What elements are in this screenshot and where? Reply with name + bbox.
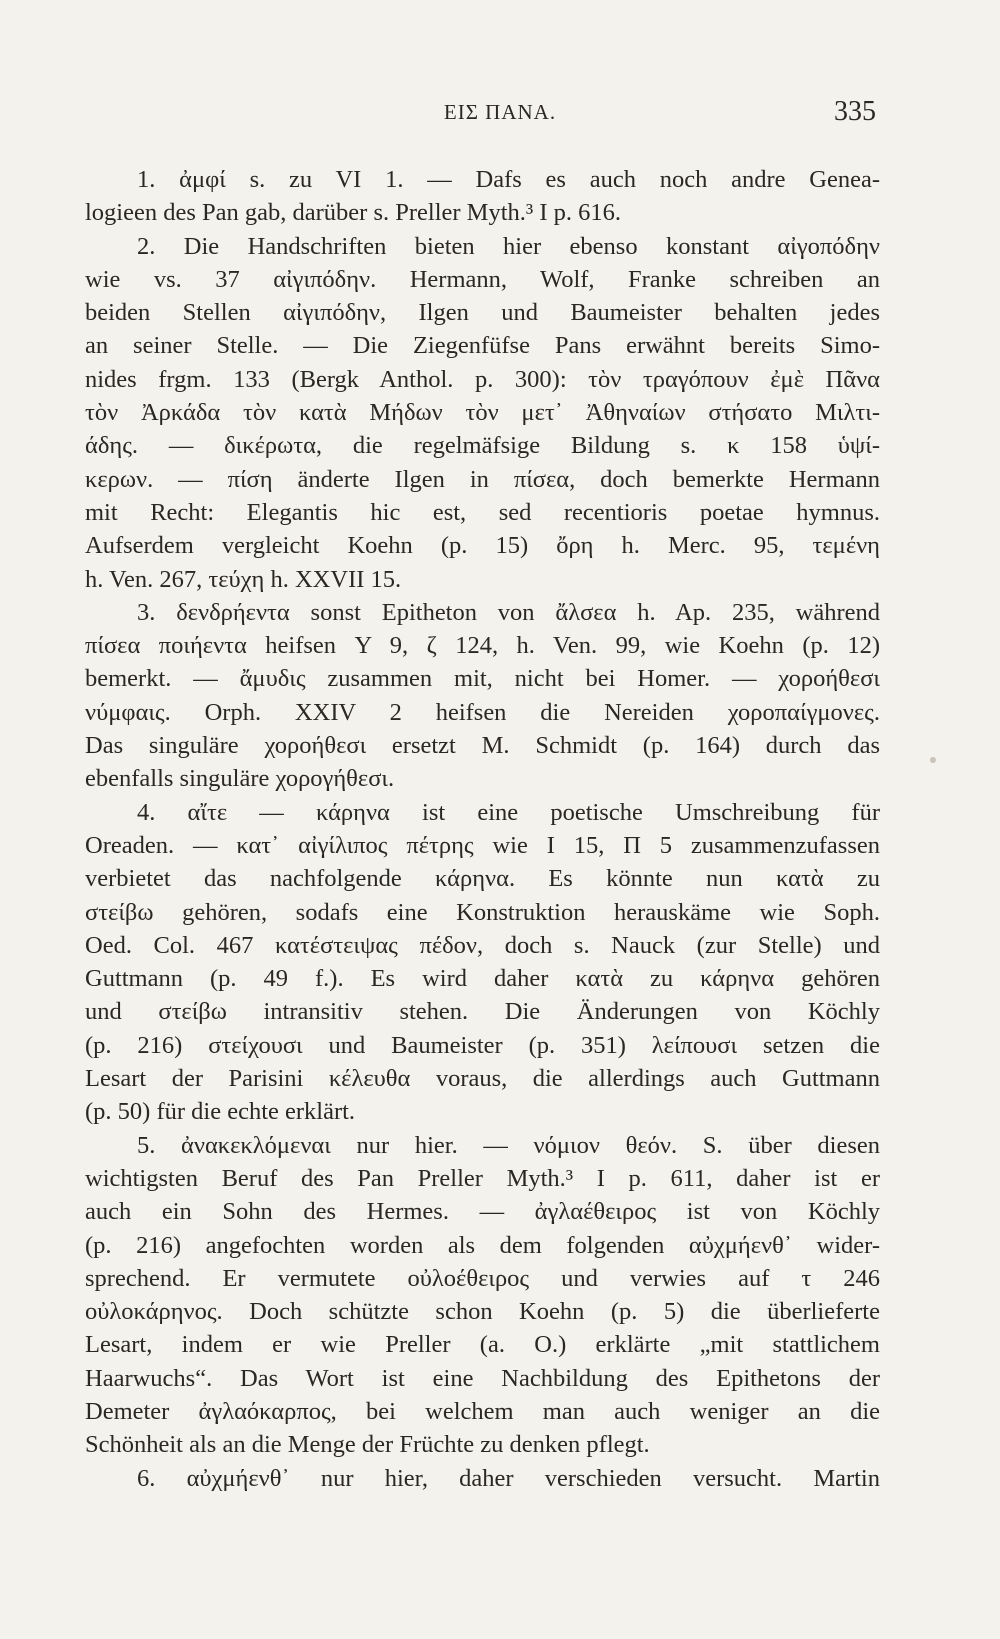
- text-line: 4. αἴτε — κάρηνα ist eine poetische Umschreibung für: [137, 798, 880, 826]
- text-line: beiden Stellen αἰγιπόδην, Ilgen und Baumeister behalten jedes: [85, 299, 880, 327]
- text-line: auch ein Sohn des Hermes. — ἀγλαέθειρος ist von Köchly: [85, 1198, 880, 1226]
- text-line: (p. 216) στείχουσι und Baumeister (p. 351) λείπουσι setzen die: [85, 1031, 880, 1059]
- text-line: οὐλοκάρηνος. Doch schützte schon Koehn (p. 5) die überlieferte: [85, 1298, 880, 1326]
- text-line: 6. αὐχμήενθ᾽ nur hier, daher verschieden versucht. Martin: [137, 1464, 880, 1492]
- text-line: 1. ἀμφί s. zu VI 1. — Dafs es auch noch andre Genea-: [137, 166, 880, 193]
- running-title: ΕΙΣ ΠΑΝΑ.: [443, 100, 557, 124]
- text-line: wichtigsten Beruf des Pan Preller Myth.³ I p. 611, daher ist er: [85, 1164, 880, 1192]
- text-line: 5. ἀνακεκλόμεναι nur hier. — νόμιον θεόν. S. über diesen: [137, 1131, 880, 1159]
- text-line: mit Recht: Elegantis hic est, sed recentioris poetae hymnus.: [85, 498, 880, 526]
- text-line: (p. 50) für die echte erklärt.: [85, 1098, 356, 1126]
- text-line: Guttmann (p. 49 f.). Es wird daher κατὰ zu κάρηνα gehören: [85, 965, 880, 993]
- text-line: Aufserdem vergleicht Koehn (p. 15) ὄρη h. Merc. 95, τεμένη: [85, 532, 880, 560]
- text-line: bemerkt. — ἄμυδις zusammen mit, nicht bei Homer. — χοροήθεσι: [85, 665, 880, 693]
- text-line: Haarwuchs“. Das Wort ist eine Nachbildung des Epithetons der: [85, 1364, 880, 1392]
- running-head: [0, 0, 1000, 140]
- text-line: νύμφαις. Orph. XXIV 2 heifsen die Nereiden χοροπαίγμονες.: [85, 698, 880, 726]
- text-line: Schönheit als an die Menge der Früchte zu denken pflegt.: [85, 1431, 650, 1459]
- text-line: Oreaden. — κατ᾽ αἰγίλιπος πέτρης wie Ι 15, Π 5 zusammenzufassen: [85, 831, 880, 859]
- text-line: Oed. Col. 467 κατέστειψας πέδον, doch s. Nauck (zur Stelle) und: [85, 931, 880, 959]
- text-line: verbietet das nachfolgende κάρηνα. Es könnte nun κατὰ zu: [85, 865, 880, 893]
- text-line: 3. δενδρήεντα sonst Epitheton von ἄλσεα h. Ap. 235, während: [137, 598, 880, 626]
- text-line: Lesart der Parisini κέλευθα voraus, die allerdings auch Guttmann: [85, 1065, 880, 1093]
- page-number: 335: [834, 96, 876, 127]
- text-line: h. Ven. 267, τεύχη h. XXVII 15.: [85, 565, 402, 593]
- text-line: ebenfalls singuläre χορογήθεσι.: [85, 765, 395, 793]
- text-line: logieen des Pan gab, darüber s. Preller Myth.³ I p. 616.: [85, 199, 622, 227]
- text-line: κερων. — πίση änderte Ilgen in πίσεα, doch bemerkte Hermann: [85, 465, 880, 493]
- text-line: 2. Die Handschriften bieten hier ebenso konstant αἰγοπόδην: [137, 232, 880, 260]
- text-line: sprechend. Er vermutete οὐλοέθειρος und verwies auf τ 246: [85, 1264, 880, 1292]
- text-line: άδης. — δικέρωτα, die regelmäfsige Bildung s. κ 158 ὑψί-: [85, 432, 880, 460]
- commentary-text: [85, 163, 880, 1495]
- paper-speck: [930, 757, 936, 763]
- text-line: Demeter ἀγλαόκαρπος, bei welchem man auch weniger an die: [85, 1397, 880, 1425]
- text-line: στείβω gehören, sodafs eine Konstruktion herauskäme wie Soph.: [85, 898, 880, 926]
- text-line: an seiner Stelle. — Die Ziegenfüfse Pans erwähnt bereits Simo-: [85, 332, 880, 360]
- text-line: nides frgm. 133 (Bergk Anthol. p. 300): τὸν τραγόπουν ἐμὲ Πᾶνα: [85, 365, 880, 393]
- text-line: wie vs. 37 αἰγιπόδην. Hermann, Wolf, Franke schreiben an: [85, 265, 880, 293]
- text-line: Das singuläre χοροήθεσι ersetzt M. Schmidt (p. 164) durch das: [85, 732, 880, 760]
- text-line: und στείβω intransitiv stehen. Die Änderungen von Köchly: [85, 998, 880, 1026]
- text-line: (p. 216) angefochten worden als dem folgenden αὐχμήενθ᾽ wider-: [85, 1231, 880, 1259]
- text-line: Lesart, indem er wie Preller (a. O.) erklärte „mit stattlichem: [85, 1331, 880, 1359]
- text-line: τὸν Ἀρκάδα τὸν κατὰ Μήδων τὸν μετ᾽ Ἀθηναίων στήσατο Μιλτι-: [85, 399, 880, 427]
- text-line: πίσεα ποιήεντα heifsen Υ 9, ζ 124, h. Ven. 99, wie Koehn (p. 12): [85, 632, 880, 660]
